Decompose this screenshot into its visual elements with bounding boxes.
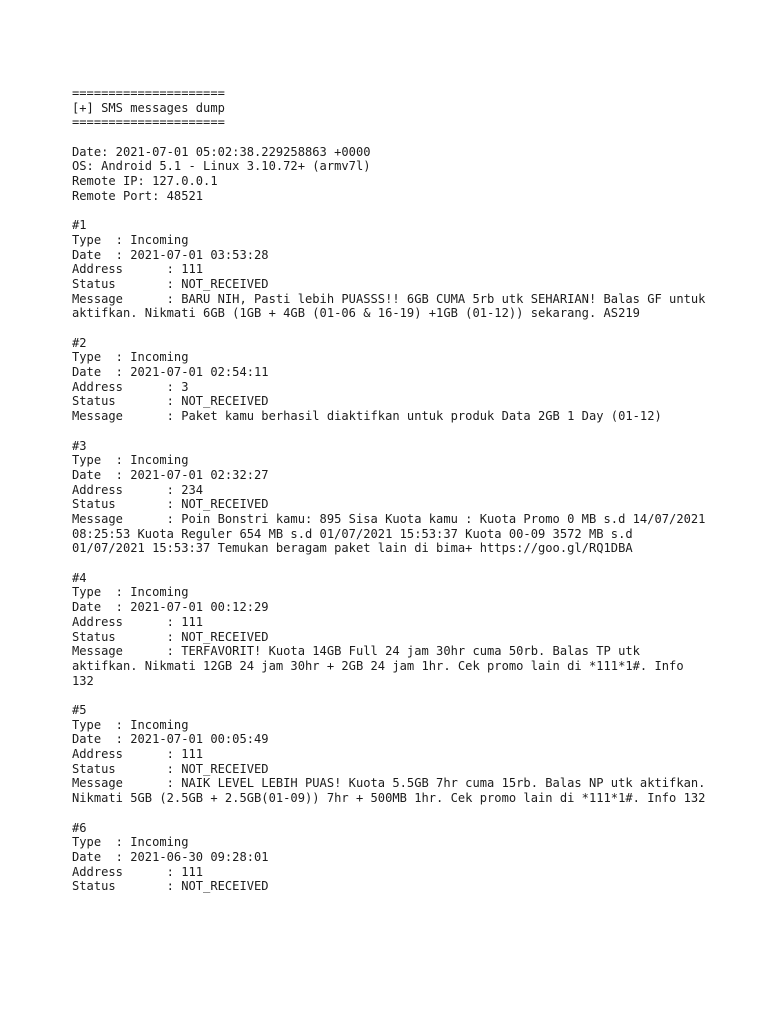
sms-status: Status : NOT_RECEIVED <box>72 394 269 409</box>
sms-number: #2 <box>72 335 87 350</box>
sms-status: Status : NOT_RECEIVED <box>72 497 269 512</box>
meta-date: Date: 2021-07-01 05:02:38.229258863 +0000 <box>72 144 371 159</box>
sms-number: #5 <box>72 703 87 718</box>
sms-address: Address : 111 <box>72 864 204 879</box>
sms-address: Address : 111 <box>72 747 204 762</box>
spacer <box>72 556 712 571</box>
sms-address: Address : 3 <box>72 379 189 394</box>
sms-status: Status : NOT_RECEIVED <box>72 276 269 291</box>
sms-address: Address : 111 <box>72 614 204 629</box>
dump-meta <box>72 145 712 204</box>
sms-date: Date : 2021-07-01 02:32:27 <box>72 467 269 482</box>
sms-date: Date : 2021-06-30 09:28:01 <box>72 849 269 864</box>
sms-type: Type : Incoming <box>72 585 189 600</box>
sms-message: Message : BARU NIH, Pasti lebih PUASSS!! 6GB CUMA 5rb utk SEHARIAN! Balas GF untuk aktifkan. Nikmati 6GB (1GB + 4GB (01-06 & 16-19) +1GB (01-12)) sekarang. AS219 <box>72 291 713 321</box>
sms-type: Type : Incoming <box>72 453 189 468</box>
sms-message: Message : Poin Bonstri kamu: 895 Sisa Kuota kamu : Kuota Promo 0 MB s.d 14/07/2021 08:25:53 Kuota Reguler 654 MB s.d 01/07/2021 15:53:37 Kuota 00-09 3572 MB s.d 01/07/2021 15:53:37 Temukan beragam paket lain di bima+ https://goo.gl/RQ1DBA <box>72 511 713 556</box>
sms-address: Address : 111 <box>72 262 204 277</box>
meta-os: OS: Android 5.1 - Linux 3.10.72+ (armv7l) <box>72 159 371 174</box>
sms-date: Date : 2021-07-01 03:53:28 <box>72 247 269 262</box>
sms-type: Type : Incoming <box>72 717 189 732</box>
sms-entry <box>72 218 712 321</box>
sms-message: Message : TERFAVORIT! Kuota 14GB Full 24 jam 30hr cuma 50rb. Balas TP utk aktifkan. Nikmati 12GB 24 jam 30hr + 2GB 24 jam 1hr. Cek promo lain di *111*1#. Info 132 <box>72 644 691 688</box>
sms-number: #6 <box>72 820 87 835</box>
sms-entry <box>72 336 712 424</box>
sms-entry <box>72 571 712 689</box>
sms-type: Type : Incoming <box>72 232 189 247</box>
spacer <box>72 806 712 821</box>
sms-status: Status : NOT_RECEIVED <box>72 761 269 776</box>
sms-status: Status : NOT_RECEIVED <box>72 629 269 644</box>
header-title: [+] SMS messages dump <box>72 100 225 115</box>
meta-remote-ip: Remote IP: 127.0.0.1 <box>72 174 218 189</box>
sms-number: #3 <box>72 438 87 453</box>
spacer <box>72 321 712 336</box>
sms-entry <box>72 439 712 557</box>
sms-type: Type : Incoming <box>72 835 189 850</box>
sms-address: Address : 234 <box>72 482 204 497</box>
meta-remote-port: Remote Port: 48521 <box>72 188 204 203</box>
sms-date: Date : 2021-07-01 00:05:49 <box>72 732 269 747</box>
spacer <box>72 424 712 439</box>
sms-entry <box>72 703 712 806</box>
sms-date: Date : 2021-07-01 00:12:29 <box>72 600 269 615</box>
sms-number: #1 <box>72 218 87 233</box>
spacer <box>72 130 712 145</box>
sms-date: Date : 2021-07-01 02:54:11 <box>72 365 269 380</box>
dump-header <box>72 86 712 130</box>
sms-entry <box>72 821 712 894</box>
sms-type: Type : Incoming <box>72 350 189 365</box>
header-rule-bottom: ===================== <box>72 115 225 130</box>
sms-dump-document <box>72 86 712 894</box>
spacer <box>72 204 712 219</box>
sms-message: Message : NAIK LEVEL LEBIH PUAS! Kuota 5.5GB 7hr cuma 15rb. Balas NP utk aktifkan. Nikmati 5GB (2.5GB + 2.5GB(01-09)) 7hr + 500MB 1hr. Cek promo lain di *111*1#. Info 132 <box>72 776 713 806</box>
sms-message: Message : Paket kamu berhasil diaktifkan untuk produk Data 2GB 1 Day (01-12) <box>72 409 662 424</box>
spacer <box>72 688 712 703</box>
header-rule-top: ===================== <box>72 86 225 100</box>
sms-number: #4 <box>72 570 87 585</box>
sms-status: Status : NOT_RECEIVED <box>72 879 269 894</box>
